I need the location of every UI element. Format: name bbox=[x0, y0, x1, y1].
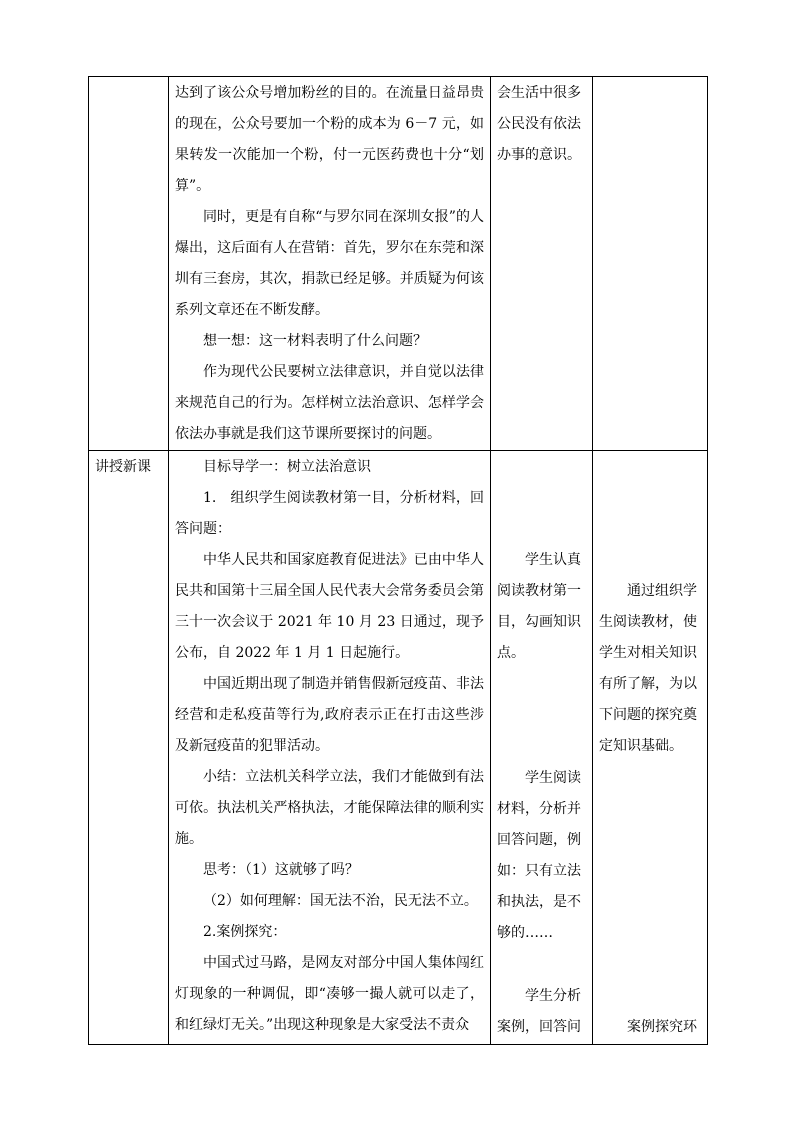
paragraph: 案例探究环 bbox=[627, 1019, 697, 1035]
paragraph: 中国近期出现了制造并销售假新冠疫苗、非法经营和走私疫苗等行为,政府表示正在打击这些涉及新冠疫苗的犯罪活动。 bbox=[175, 676, 484, 754]
stage-cell bbox=[89, 451, 169, 1045]
paragraph: 通过组织学生阅读教材，使学生对相关知识有所了解，为以下问题的探究奠定知识基础。 bbox=[599, 583, 697, 754]
paragraph: 同时，更是有自称“与罗尔同在深圳女报”的人爆出，这后面有人在营销：首先，罗尔在东莞和深圳有三套房，其次，捐款已经足够。并质疑为何该系列文章还在不断发酵。 bbox=[175, 209, 484, 318]
lesson-plan-table bbox=[88, 76, 708, 1045]
paragraph: 目标导学一：树立法治意识 bbox=[203, 459, 371, 475]
paragraph: 小结：立法机关科学立法，我们才能做到有法可依。执法机关严格执法，才能保障法律的顺利实施。 bbox=[175, 769, 484, 847]
teacher-activity-cell bbox=[169, 451, 491, 1045]
paragraph: 会生活中很多公民没有依法办事的意识。 bbox=[497, 85, 581, 163]
student-activity-cell bbox=[491, 77, 593, 451]
paragraph: 达到了该公众号增加粉丝的目的。在流量日益昂贵的现在，公众号要加一个粉的成本为 6－7 元，如果转发一次能加一个粉，付一元医药费也十分“划算”。 bbox=[175, 85, 484, 194]
design-intent-cell bbox=[593, 77, 708, 451]
table-row bbox=[89, 77, 708, 451]
paragraph: 中华人民共和国家庭教育促进法》已由中华人民共和国第十三届全国人民代表大会常务委员会第三十一次会议于 2021 年 10 月 23 日通过，现予公布，自 2022 年 1 月 1 日起施行。 bbox=[175, 552, 484, 661]
student-activity-cell bbox=[491, 451, 593, 1045]
paragraph: 想一想：这一材料表明了什么问题？ bbox=[203, 333, 427, 349]
paragraph: 学生认真阅读教材第一目，勾画知识点。 bbox=[497, 552, 581, 661]
stage-cell bbox=[89, 77, 169, 451]
design-intent-cell bbox=[593, 451, 708, 1045]
paragraph: 中国式过马路，是网友对部分中国人集体闯红灯现象的一种调侃，即“凑够一撮人就可以走了，和红绿灯无关。”出现这种现象是大家受法不责众 bbox=[175, 955, 484, 1033]
paragraph: 思考：（1）这就够了吗？ bbox=[203, 862, 359, 878]
table-row bbox=[89, 451, 708, 1045]
paragraph: 作为现代公民要树立法律意识，并自觉以法律来规范自己的行为。怎样树立法治意识、怎样学会依法办事就是我们这节课所要探讨的问题。 bbox=[175, 364, 484, 442]
paragraph: 学生分析案例，回答问 bbox=[497, 988, 581, 1035]
paragraph: 1. 组织学生阅读教材第一目，分析材料，回答问题： bbox=[175, 490, 484, 537]
paragraph: 学生阅读材料，分析并回答问题，例如：只有立法和执法，是不够的…… bbox=[497, 770, 581, 941]
paragraph: （2）如何理解：国无法不治，民无法不立。 bbox=[203, 893, 478, 909]
teacher-activity-cell bbox=[169, 77, 491, 451]
section-label: 讲授新课 bbox=[95, 459, 151, 475]
paragraph: 2.案例探究： bbox=[203, 924, 287, 940]
